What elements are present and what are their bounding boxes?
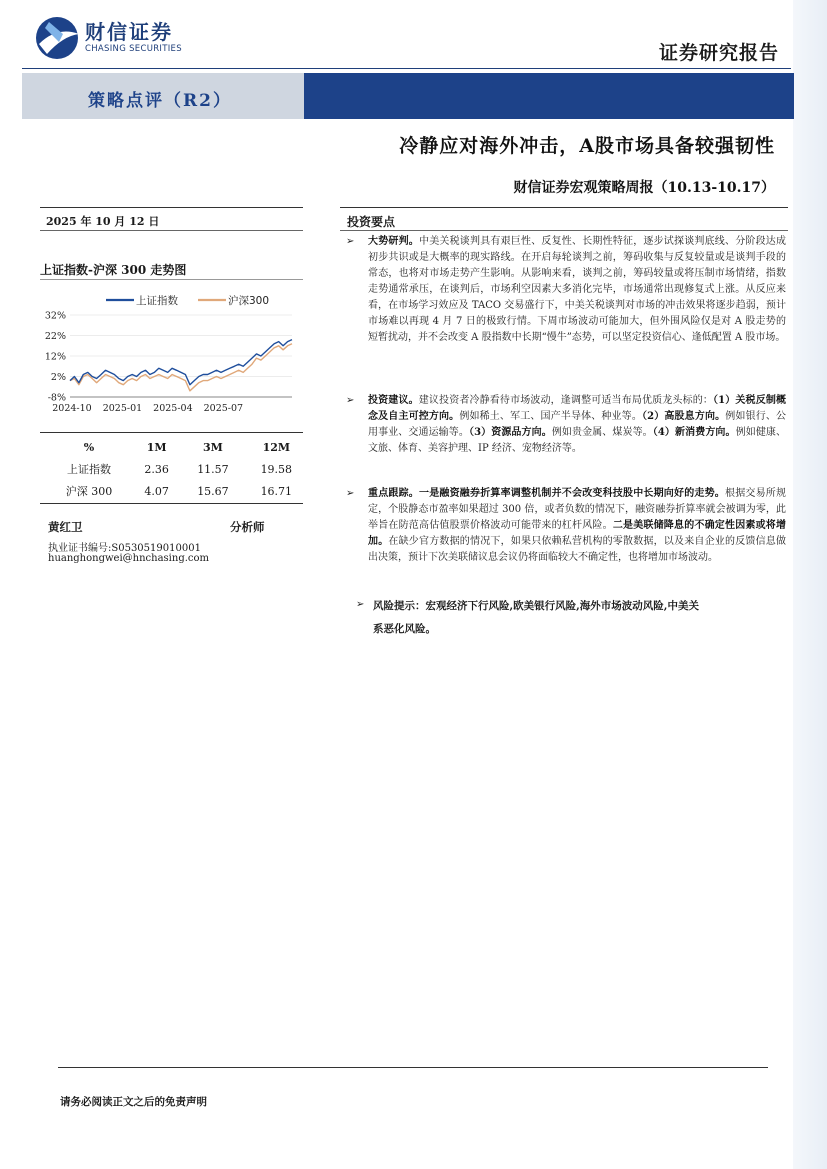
section-title-divider bbox=[340, 230, 788, 231]
banner-accent-bar bbox=[304, 73, 794, 119]
table-cell: 11.57 bbox=[197, 462, 229, 476]
trend-line-chart bbox=[30, 285, 305, 420]
table-header-cell: 1M bbox=[146, 440, 167, 454]
table-header-cell: 3M bbox=[203, 440, 223, 454]
paragraph-lead: 重点跟踪。一是融资融券折算率调整机制并不会改变科技股中长期向好的走势。 bbox=[368, 488, 725, 499]
report-title: 冷静应对海外冲击，A股市场具备较强韧性 bbox=[399, 135, 775, 157]
table-cell: 沪深 300 bbox=[65, 485, 113, 498]
y-tick-label: 2% bbox=[50, 372, 66, 383]
advice-item-2-detail: 例如银行、公用事业、交通运输等。 bbox=[368, 411, 787, 438]
table-cell: 19.58 bbox=[260, 462, 293, 476]
table-row bbox=[46, 458, 308, 480]
report-subtitle: 财信证券宏观策略周报（10.13-10.17） bbox=[513, 180, 775, 196]
table-cell: 16.71 bbox=[260, 484, 293, 498]
paragraph-lead: 大势研判。 bbox=[368, 236, 419, 247]
chart-title: 上证指数-沪深 300 走势图 bbox=[40, 263, 187, 277]
y-tick-label: 12% bbox=[44, 351, 66, 363]
chart-bottom-divider bbox=[40, 432, 303, 433]
risk-warning-line-2: 系恶化风险。 bbox=[373, 623, 436, 635]
x-tick-label: 2025-07 bbox=[203, 403, 244, 414]
category-banner-text: 策略点评（R2） bbox=[88, 91, 232, 111]
report-type-label: 证券研究报告 bbox=[658, 42, 779, 64]
report-date: 2025 年 10 月 12 日 bbox=[46, 215, 160, 228]
table-cell: 4.07 bbox=[144, 484, 169, 498]
y-tick-label: 22% bbox=[44, 331, 66, 342]
advice-item-2: （2）高股息方向。 bbox=[641, 411, 726, 422]
arrow-bullet-icon: ➢ bbox=[346, 488, 355, 499]
risk-warning-line-1: 风险提示：宏观经济下行风险,欧美银行风险,海外市场波动风险,中美关 bbox=[373, 600, 699, 612]
paragraph-body: 建议投资者冷静看待市场波动，逢调整可适当布局优质龙头标的： bbox=[418, 395, 714, 406]
right-top-divider bbox=[340, 207, 788, 208]
table-cell: 2.36 bbox=[144, 462, 169, 476]
legend-label: 上证指数 bbox=[136, 295, 178, 307]
paragraph-body-2: 在缺少官方数据的情况下，如果只依赖私营机构的零散数据，以及来自企业的反馈信息做出决策，预计下次美联储议息会议仍将面临较大不确定性，也将增加市场波动。 bbox=[368, 536, 787, 563]
paragraph-investment-advice bbox=[368, 393, 786, 457]
legend-label: 沪深300 bbox=[228, 295, 270, 307]
paragraph-lead: 投资建议。 bbox=[368, 395, 419, 406]
disclaimer-notice: 请务必阅读正文之后的免责声明 bbox=[60, 1096, 207, 1108]
advice-item-3: （3）资源品方向。 bbox=[468, 427, 552, 438]
paragraph-key-tracking bbox=[368, 486, 786, 566]
paragraph-lead-2: 二是美联储降息的不确定性因素或将增加。 bbox=[368, 520, 787, 547]
paragraph-market-outlook bbox=[368, 234, 786, 346]
paragraph-body: 中美关税谈判具有艰巨性、反复性、长期性特征，逐步试探谈判底线、分阶段达成初步共识或是大概率的现实路线。在开启每轮谈判之前，筹码收集与反复较量或是谈判手段的常态，也将对市场走势产生影响。从影响来看，谈判之前，筹码较量或将压制市场情绪，指数走势通常承压，在谈判后，市场利空因素大多消化完毕，市场通常出现修复式上涨。从反应来看，在市场学习效应及 TACO 交易盛行下，中美关税谈判对市场的冲击效果将逐步趋弱，预计市场难以再现 4 月 7 日的极致行情。下周市场波动可能加大，但外围风险仅是对 A 股走势的短暂扰动，并不会改变 A 股指数中长期“慢牛”态势，可以坚定投资信心、逢低配置 A 股市场。 bbox=[368, 236, 786, 343]
advice-item-1-detail: 例如稀土、军工、国产半导体、种业等。 bbox=[459, 411, 642, 422]
advice-item-1: （1）关税反制概念及自主可控方向。 bbox=[368, 395, 787, 422]
paragraph-body: 根据交易所规定，个股静态市盈率如果超过 300 倍，或者负数的情况下，融资融券折算率就会被调为零，此举旨在防范高估值股票价格波动可能带来的杠杆风险。 bbox=[368, 488, 787, 531]
table-header-cell: % bbox=[83, 440, 95, 454]
table-cell: 上证指数 bbox=[67, 463, 111, 476]
left-top-divider bbox=[40, 207, 303, 208]
analyst-role: 分析师 bbox=[230, 520, 265, 534]
x-tick-label: 2024-10 bbox=[52, 403, 92, 414]
section-title: 投资要点 bbox=[347, 215, 396, 229]
left-date-divider bbox=[40, 230, 303, 231]
logo-chinese-name: 财信证券 bbox=[85, 20, 173, 44]
table-header-cell: 12M bbox=[262, 440, 291, 454]
side-decoration-stripe bbox=[793, 0, 827, 1169]
table-header-row bbox=[46, 436, 308, 458]
header-divider bbox=[22, 68, 791, 69]
arrow-bullet-icon: ➢ bbox=[346, 236, 355, 247]
logo-emblem-icon bbox=[33, 14, 83, 60]
analyst-name: 黄红卫 bbox=[48, 520, 83, 534]
y-tick-label: -8% bbox=[47, 392, 66, 404]
advice-item-4: （4）新消费方向。 bbox=[652, 427, 736, 438]
footer-divider bbox=[58, 1067, 768, 1068]
table-bottom-divider bbox=[40, 503, 303, 504]
table-row bbox=[46, 480, 308, 502]
arrow-bullet-icon: ➢ bbox=[346, 395, 355, 406]
logo-english-name: CHASING SECURITIES bbox=[85, 44, 182, 54]
analyst-email[interactable]: huanghongwei@hnchasing.com bbox=[48, 553, 210, 564]
arrow-bullet-icon: ➢ bbox=[356, 599, 365, 610]
advice-item-4-detail: 例如健康、文旅、体育、美容护理、IP 经济、宠物经济等。 bbox=[368, 427, 787, 454]
performance-table bbox=[46, 436, 308, 502]
x-tick-label: 2025-04 bbox=[153, 403, 193, 414]
series-line-csi300 bbox=[70, 344, 292, 391]
company-logo bbox=[33, 14, 203, 60]
advice-item-3-detail: 例如贵金属、煤炭等。 bbox=[551, 427, 653, 438]
analyst-certificate: 执业证书编号:S0530519010001 bbox=[48, 543, 201, 554]
y-tick-label: 32% bbox=[44, 310, 66, 322]
chart-title-divider bbox=[40, 279, 303, 280]
table-cell: 15.67 bbox=[197, 484, 229, 498]
x-tick-label: 2025-01 bbox=[102, 403, 143, 414]
